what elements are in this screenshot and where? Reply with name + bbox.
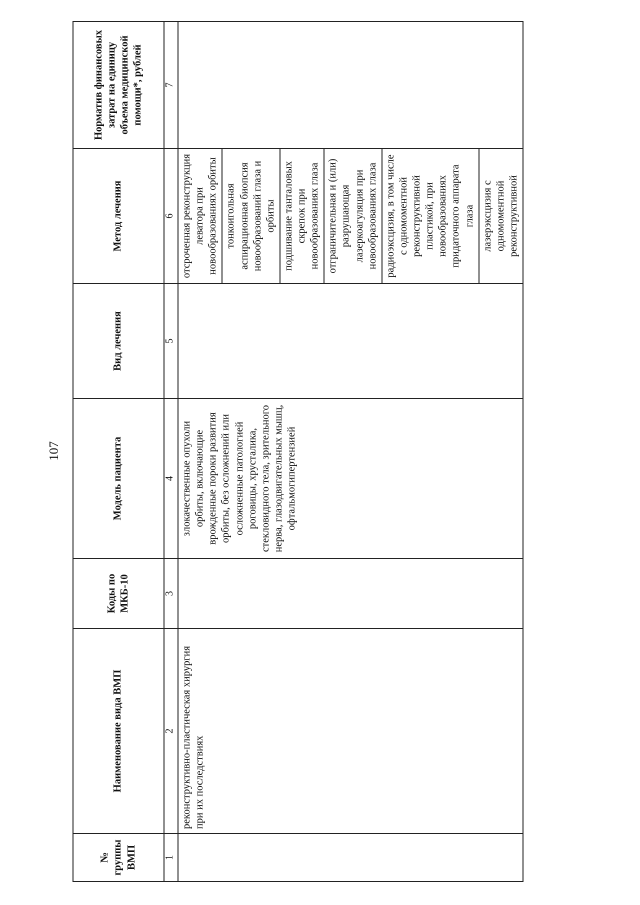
treatment-type-cell [178, 284, 523, 399]
page-number: 107 [45, 441, 61, 461]
icd-codes-cell [178, 559, 523, 629]
treatment-method-cell [178, 149, 523, 284]
header-treatment-type: Вид лечения [73, 284, 164, 399]
method-item: подшивание танталовых скрепок при новообразованиях глаза [280, 149, 324, 283]
column-number: 2 [164, 629, 178, 834]
column-number: 4 [164, 399, 178, 559]
header-vmp-name: Наименование вида ВМП [73, 629, 164, 834]
method-item: радиоэксцизия, в том числе с одномоментной реконструктивной пластикой, при новообразованиях придаточного аппарата глаза [382, 149, 479, 283]
vmp-name-cell: реконструктивно-пластическая хирургия при их последствиях [178, 629, 523, 834]
column-number: 5 [164, 284, 178, 399]
column-number: 6 [164, 149, 178, 284]
method-item: отсроченная реконструкция леватора при новообразованиях орбиты [179, 149, 223, 283]
patient-model-cell: злокачественные опухоли орбиты, включающие врожденные пороки развития орбиты, без осложнений или осложненные патологией роговицы, хрусталика, стекловидного тела, зрительного нерва, глазодвигательных мышц, офтальмогипертензией [178, 399, 523, 559]
method-item: тонкоигольная аспирационная биопсия новообразований глаза и орбиты [222, 149, 280, 283]
header-treatment-method: Метод лечения [73, 149, 164, 284]
header-group-number: № группы ВМП [73, 834, 164, 882]
method-item: отграничительная и (или) разрушающая лазеркоагуляция при новообразованиях глаза [324, 149, 382, 283]
header-icd-codes: Коды по МКБ-10 [73, 559, 164, 629]
cost-standard-cell [178, 22, 523, 149]
header-cost-standard: Норматив финансовых затрат на единицу объема медицинской помощи*, рублей [73, 22, 164, 149]
rotated-table-container [73, 22, 568, 882]
method-list [179, 149, 523, 283]
column-number: 3 [164, 559, 178, 629]
table-row [178, 22, 523, 882]
header-patient-model: Модель пациента [73, 399, 164, 559]
group-number-cell [178, 834, 523, 882]
column-number: 1 [164, 834, 178, 882]
vmp-table [73, 21, 524, 882]
column-number: 7 [164, 22, 178, 149]
method-item: лазерэксцизия с одномоментной реконструктивной [482, 175, 520, 257]
